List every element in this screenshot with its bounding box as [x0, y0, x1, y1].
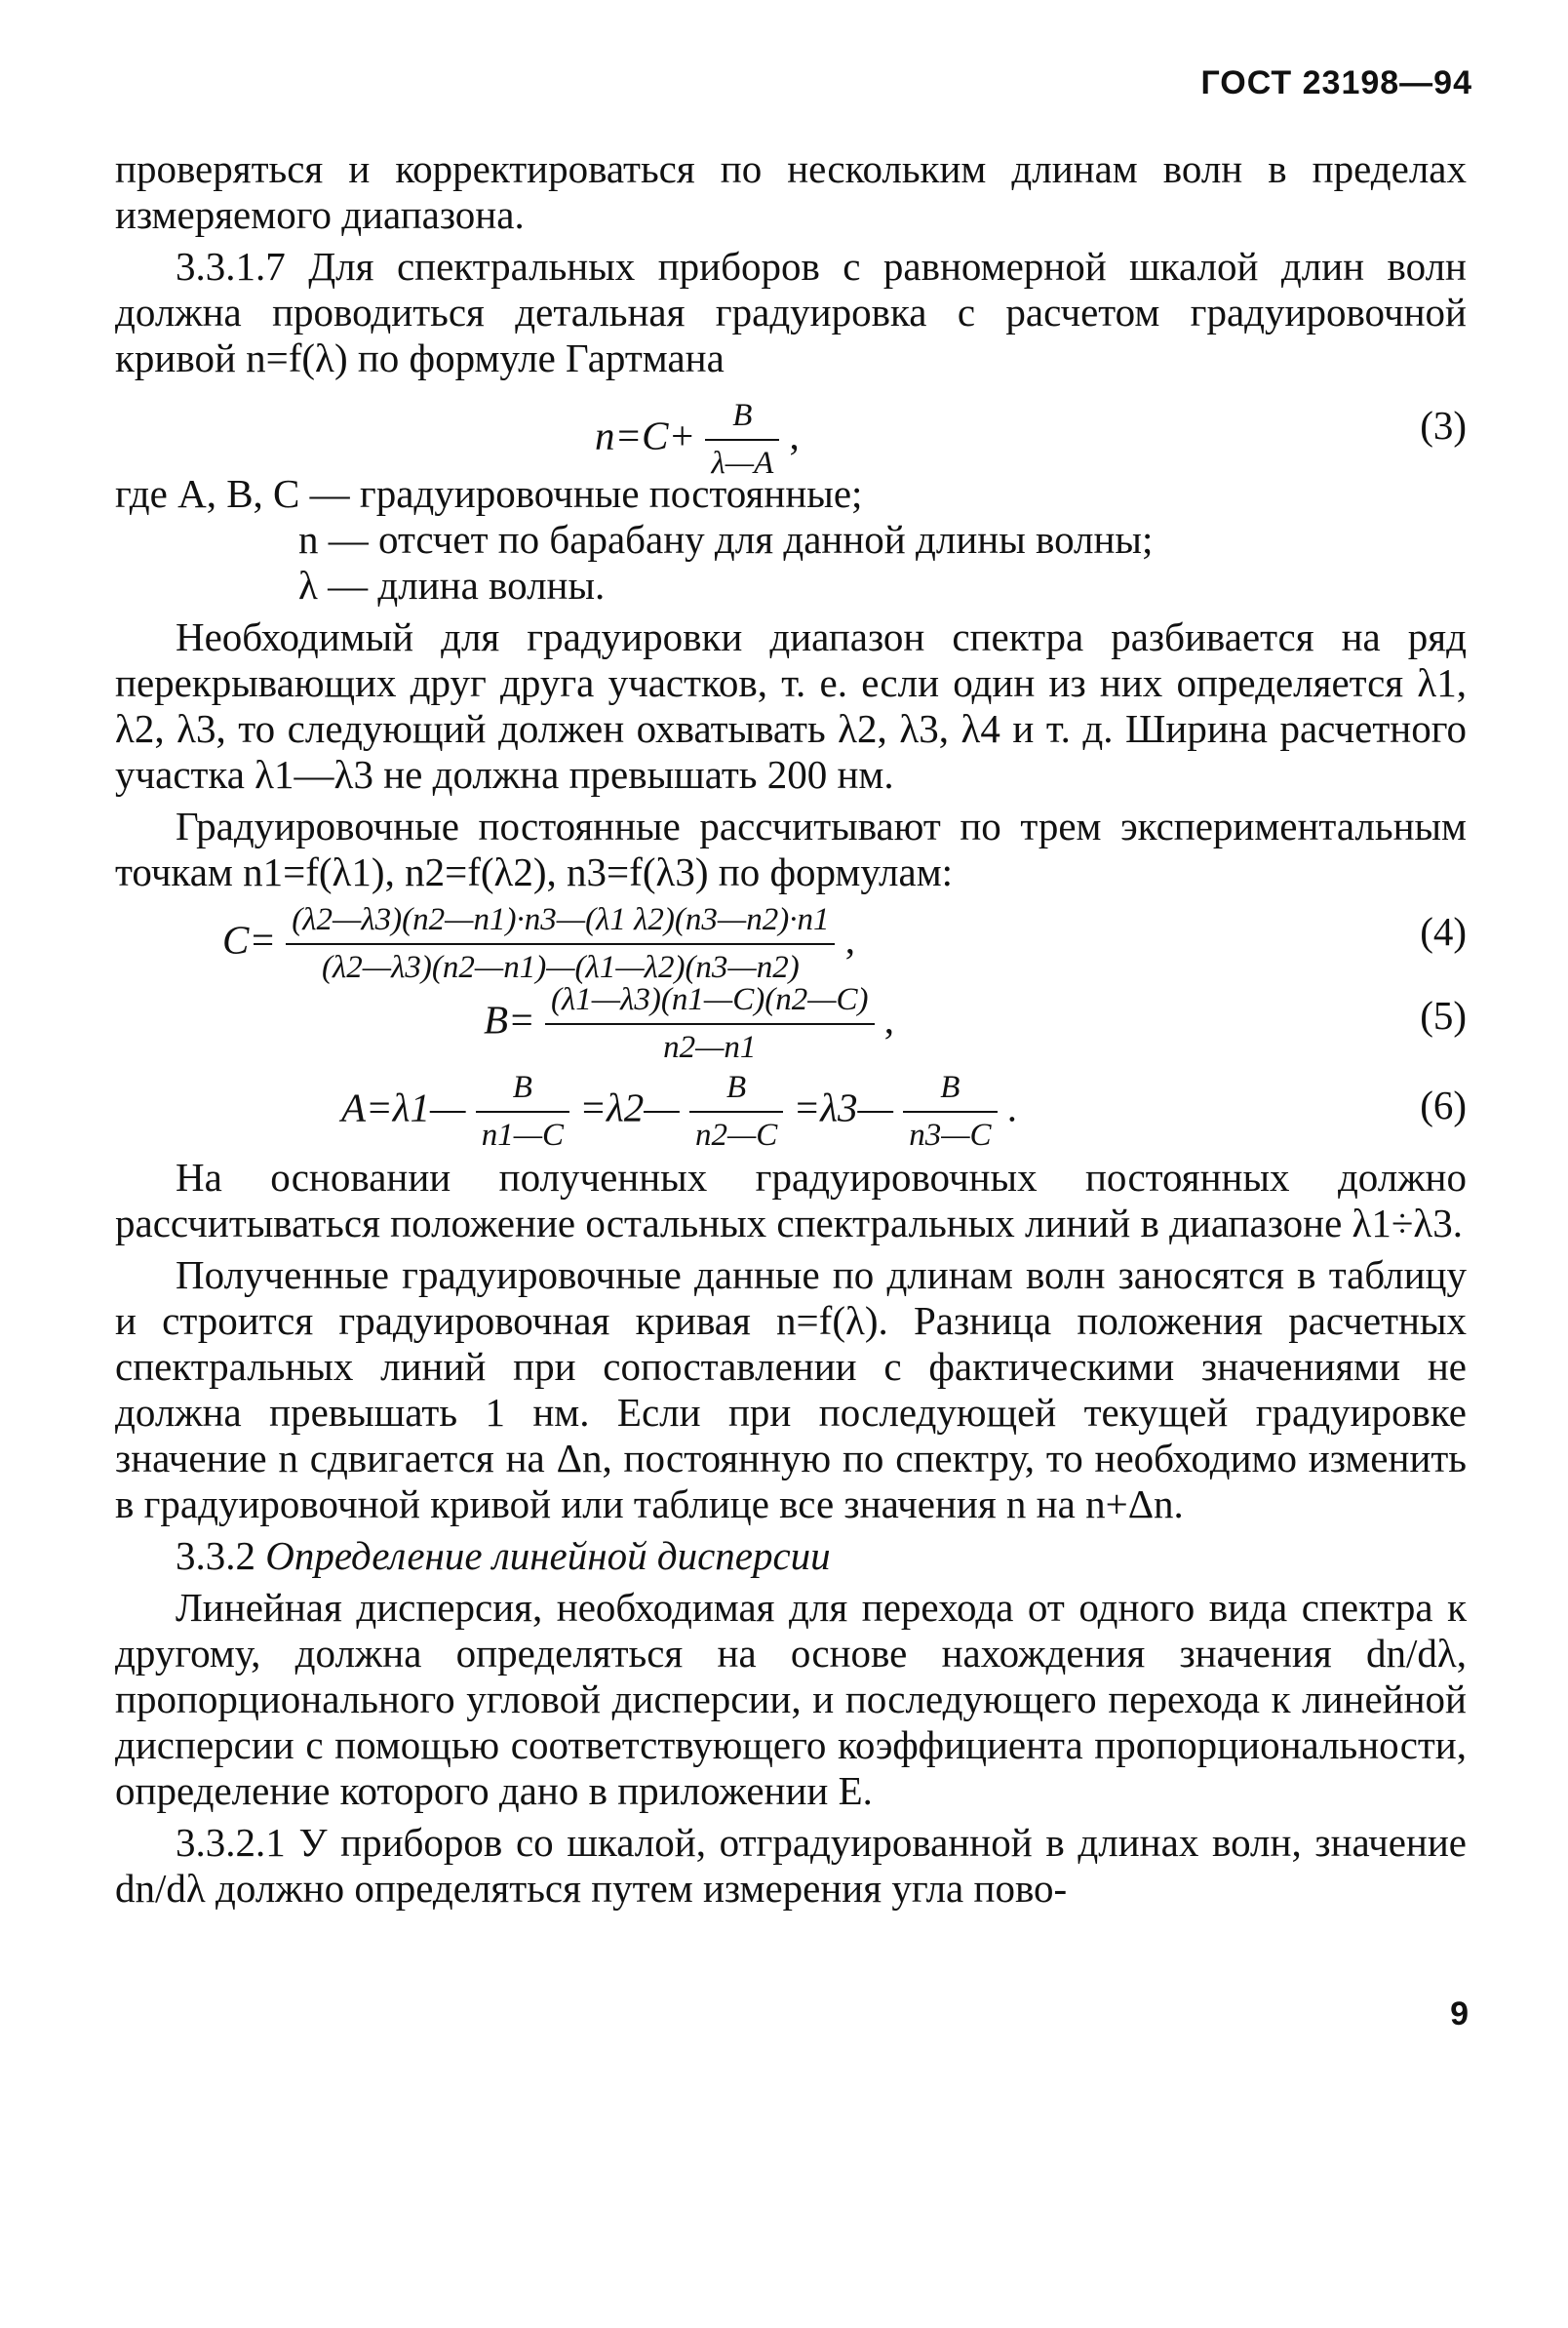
eq4-tail: ,	[844, 917, 855, 963]
eq6-denominator-3: n3—C	[909, 1118, 992, 1153]
section-title: Определение линейной дисперсии	[265, 1533, 831, 1578]
eq6-label: (6)	[1420, 1083, 1467, 1127]
eq3-fraction	[705, 393, 779, 487]
eq3-numerator: B	[705, 393, 779, 441]
eq5-numerator: (λ1—λ3)(n1—C)(n2—C)	[545, 977, 875, 1025]
eq4-label: (4)	[1420, 909, 1467, 954]
document-header: ГОСТ 23198—94	[1200, 64, 1472, 101]
eq6-lhs: A=λ1—	[341, 1085, 466, 1130]
paragraph-basis: На основании полученных градуировочных постоянных должно рассчитываться положение остальных спектральных линий в диапазоне λ1÷λ3.	[115, 1155, 1467, 1245]
eq3-tail: ,	[789, 413, 800, 458]
eq4-lhs: C=	[222, 917, 277, 963]
eq6-numerator-3: B	[903, 1065, 997, 1113]
eq3-lhs: n=C+	[595, 413, 696, 458]
paragraph-range: Необходимый для градуировки диапазон спектра разбивается на ряд перекрывающих друг друга участков, т. е. если один из них определяется λ1, λ2, λ3, то следующий должен охватывать λ2, λ3, λ4 и т. д. Ширина расчетного участка λ1—λ3 не должна превышать 200 нм.	[115, 614, 1467, 797]
section-number: 3.3.2	[176, 1533, 255, 1578]
eq6-fraction-2	[689, 1065, 783, 1159]
eq6-fraction-1	[476, 1065, 569, 1159]
equation-6	[115, 1059, 1467, 1155]
paragraph-3-3-1-7: 3.3.1.7 Для спектральных приборов с равномерной шкалой длин волн должна проводиться детальная градуировка с расчетом градуировочной кривой n=f(λ) по формуле Гартмана	[115, 244, 1467, 380]
paragraph-continuation: проверяться и корректироваться по нескольким длинам волн в пределах измеряемого диапазона.	[115, 146, 1467, 237]
eq4-numerator: (λ2—λ3)(n2—n1)·n3—(λ1 λ2)(n3—n2)·n1	[286, 897, 835, 945]
document-body	[115, 146, 1467, 1912]
definition-lambda: λ — длина волны.	[298, 563, 606, 608]
eq5-denominator: n2—n1	[663, 1030, 757, 1065]
section-heading-3-3-2	[115, 1533, 1467, 1579]
paragraph-linear-dispersion: Линейная дисперсия, необходимая для перехода от одного вида спектра к другому, должна определяться на основе нахождения значения dn/dλ, пропорционального угловой дисперсии, и последующего перехода к линейной дисперсии с помощью соответствующего коэффициента пропорциональности, определение которого дано в приложении Е.	[115, 1585, 1467, 1813]
eq6-numerator-1: B	[476, 1065, 569, 1113]
eq3-label: (3)	[1420, 403, 1467, 448]
page-number: 9	[1450, 1995, 1469, 2032]
eq6-mid-1: =λ2—	[579, 1085, 689, 1130]
paragraph-constants: Градуировочные постоянные рассчитывают по трем экспериментальным точкам n1=f(λ1), n2=f(λ2), n3=f(λ3) по формулам:	[115, 804, 1467, 894]
equation-5	[115, 969, 1467, 1065]
definition-n: n — отсчет по барабану для данной длины волны;	[298, 517, 1154, 562]
eq6-fraction-3	[903, 1065, 997, 1159]
eq4-denominator: (λ2—λ3)(n2—n1)—(λ1—λ2)(n3—n2)	[321, 950, 800, 985]
equation-3	[115, 381, 1467, 481]
definitions-list	[115, 471, 1467, 609]
eq6-denominator-1: n1—C	[481, 1118, 565, 1153]
eq5-lhs: B=	[484, 997, 535, 1043]
eq6-denominator-2: n2—C	[694, 1118, 778, 1153]
eq3-denominator: λ—A	[711, 446, 774, 481]
eq5-fraction	[545, 977, 875, 1071]
equation-4	[115, 895, 1467, 985]
eq6-mid-2: =λ3—	[793, 1085, 904, 1130]
eq6-numerator-2: B	[689, 1065, 783, 1113]
eq5-label: (5)	[1420, 993, 1467, 1038]
paragraph-calibration-data: Полученные градуировочные данные по длинам волн заносятся в таблицу и строится градуировочная кривая n=f(λ). Разница положения расчетных спектральных линий при сопоставлении с фактическими значениями не должна превышать 1 нм. Если при последующей текущей градуировке значение n сдвигается на Δn, постоянную по спектру, то необходимо изменить в градуировочной кривой или таблице все значения n на n+Δn.	[115, 1252, 1467, 1526]
definition-abc: где A, B, C — градуировочные постоянные;	[115, 471, 863, 516]
eq6-tail: .	[1006, 1085, 1018, 1130]
eq5-tail: ,	[883, 997, 895, 1043]
paragraph-3-3-2-1: 3.3.2.1 У приборов со шкалой, отградуированной в длинах волн, значение dn/dλ должно определяться путем измерения угла пово-	[115, 1820, 1467, 1911]
